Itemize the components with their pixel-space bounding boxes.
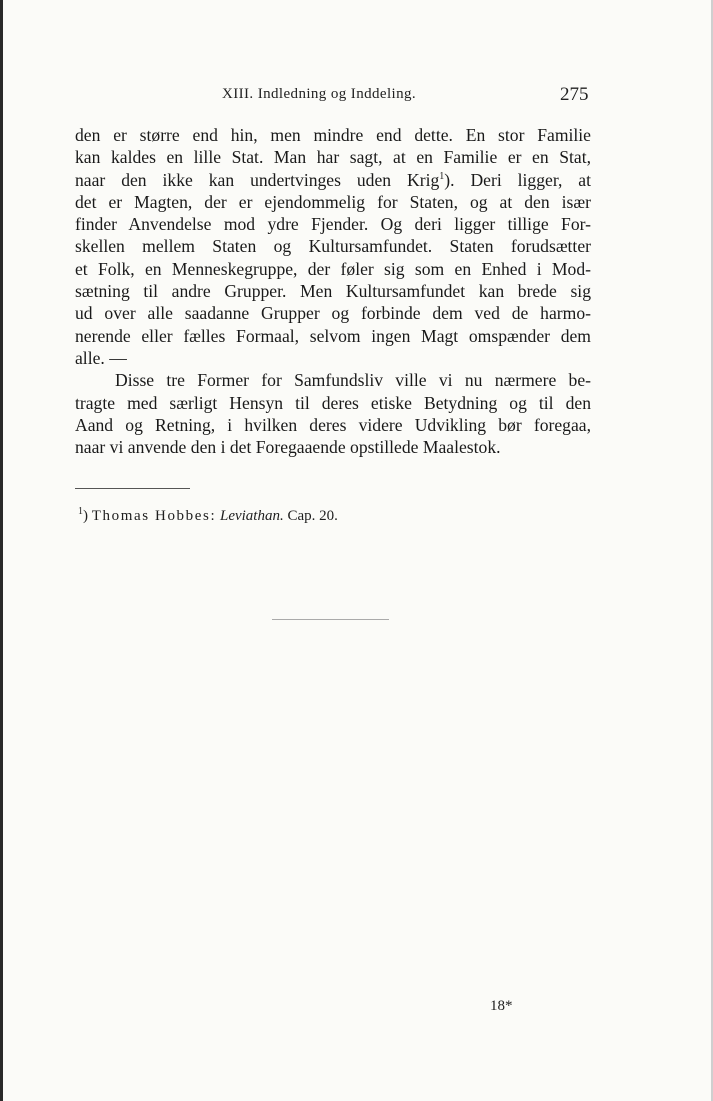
text-line: det er Magten, der er ejendommelig for Staten, og at den især: [75, 191, 591, 212]
page-number: 275: [560, 84, 589, 105]
footnote-author: Thomas Hobbes:: [91, 508, 217, 524]
footnote-paren: ): [83, 508, 88, 524]
footnote-work: Leviathan.: [219, 508, 284, 524]
section-end-rule: [272, 619, 389, 620]
text-line: naar vi anvende den i det Foregaaende opstillede Maalestok.: [75, 437, 501, 458]
footnote-mark: 1: [78, 506, 83, 517]
page-edge-left: [0, 0, 3, 1101]
text-line-with-note: [75, 169, 591, 191]
text-line: tragte med særligt Hensyn til deres etiske Betydning og til den: [75, 392, 591, 413]
footnote-divider: [75, 488, 190, 489]
text-line: kan kaldes en lille Stat. Man har sagt, at en Familie er en Stat,: [75, 147, 591, 168]
text-line: sætning til andre Grupper. Men Kultursamfundet kan brede sig: [75, 281, 591, 302]
text-line-end: ). Deri ligger, at: [444, 169, 591, 190]
text-line: skellen mellem Staten og Kultursamfundet. Staten forudsætter: [75, 236, 591, 257]
text-line: den er større end hin, men mindre end dette. En stor Familie: [75, 125, 591, 145]
text-line: ud over alle saadanne Grupper og forbinde dem ved de harmo-: [75, 303, 591, 324]
signature-mark: 18*: [490, 998, 513, 1014]
footnote: [78, 508, 338, 525]
footnote-reference-text: Cap. 20.: [287, 508, 338, 524]
running-head: XIII. Indledning og Inddeling.: [222, 86, 417, 102]
text-line-paragraph-start: Disse tre Former for Samfundsliv ville vi nu nærmere be-: [115, 370, 591, 391]
text-line: alle. —: [75, 347, 127, 368]
footnote-reference: 1: [439, 170, 445, 182]
text-line: finder Anvendelse mod ydre Fjender. Og deri ligger tillige For-: [75, 214, 591, 235]
body-text: [75, 124, 591, 458]
text-line-start: naar den ikke kan undertvinges uden Krig: [75, 169, 440, 190]
text-line: nerende eller fælles Formaal, selvom ingen Magt omspænder dem: [75, 325, 591, 346]
text-line: Aand og Retning, i hvilken deres videre Udvikling bør foregaa,: [75, 414, 591, 435]
text-line: et Folk, en Menneskegruppe, der føler sig som en Enhed i Mod-: [75, 258, 591, 279]
